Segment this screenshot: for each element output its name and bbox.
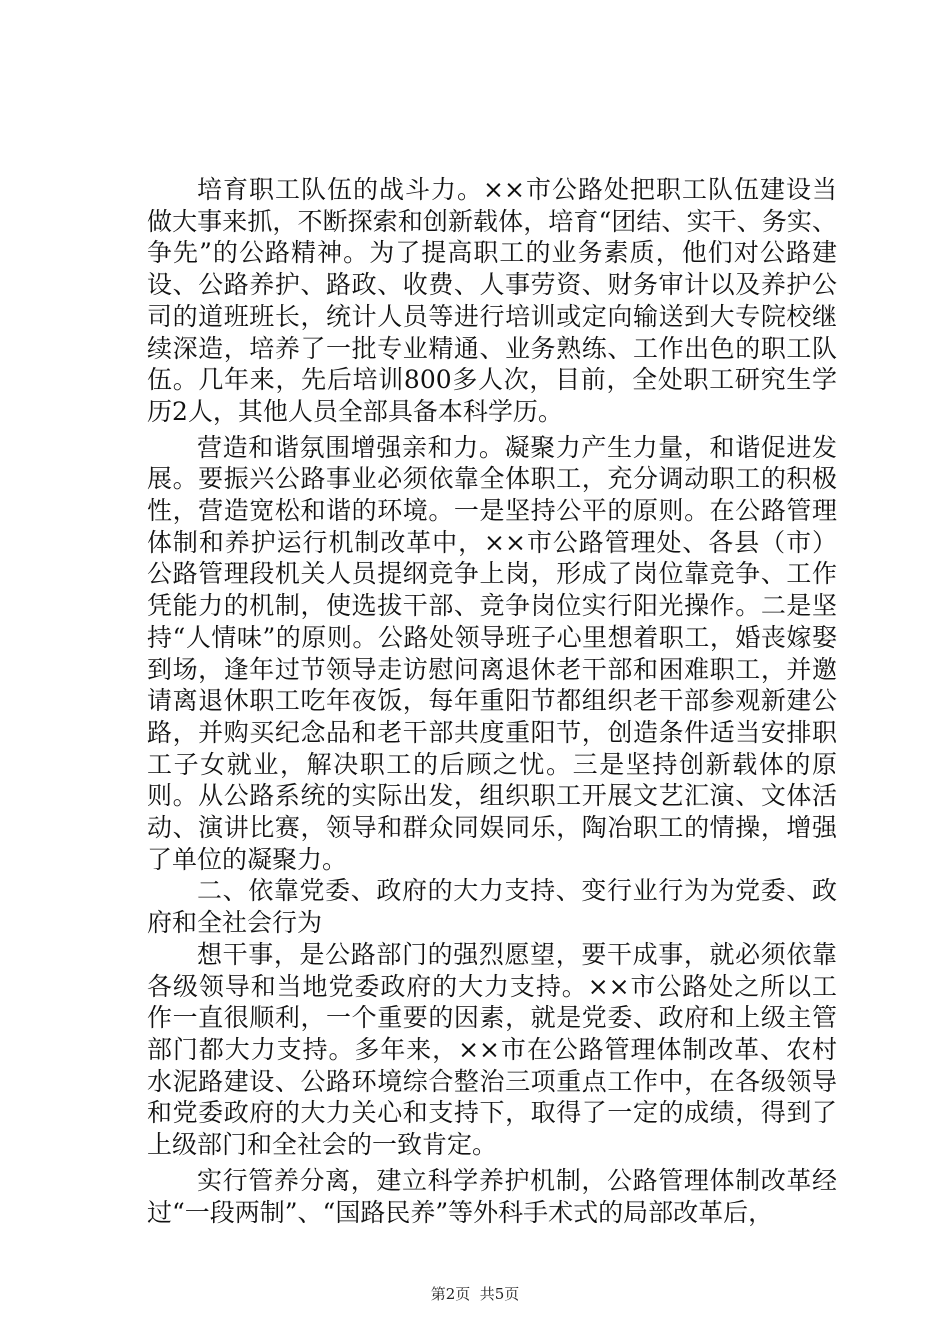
page-number-footer: 第2页 共5页 [430, 1285, 520, 1303]
paragraph-government-support: 想干事，是公路部门的强烈愿望，要干成事，就必须依靠各级领导和当地党委政府的大力支持。××市公路处之所以工作一直很顺利，一个重要的因素，就是党委、政府和上级主管部门都大力支持。多年来，××市在公路管理体制改革、农村水泥路建设、公路环境综合整治三项重点工作中，在各级领导和党委政府的大力关心和支持下，取得了一定的成绩，得到了上级部门和全社会的一致肯定。 [147, 939, 837, 1160]
paragraph-harmony: 营造和谐氛围增强亲和力。凝聚力产生力量，和谐促进发展。要振兴公路事业必须依靠全体职工，充分调动职工的积极性，营造宽松和谐的环境。一是坚持公平的原则。在公路管理体制和养护运行机制改革中，××市公路管理处、各县（市）公路管理段机关人员提纲竞争上岗，形成了岗位靠竞争、工作凭能力的机制，使选拔干部、竞争岗位实行阳光操作。二是坚持“人情味”的原则。公路处领导班子心里想着职工，婚丧嫁娶到场，逢年过节领导走访慰问离退休老干部和困难职工，并邀请离退休职工吃年夜饭，每年重阳节都组织老干部参观新建公路，并购买纪念品和老干部共度重阳节，创造条件适当安排职工子女就业，解决职工的后顾之忧。三是坚持创新载体的原则。从公路系统的实际出发，组织职工开展文艺汇演、文体活动、演讲比赛，领导和群众同娱同乐，陶冶职工的情操，增强了单位的凝聚力。 [147, 432, 837, 874]
paragraph-staff-training: 培育职工队伍的战斗力。××市公路处把职工队伍建设当做大事来抓，不断探索和创新载体，培育“团结、实干、务实、争先”的公路精神。为了提高职工的业务素质，他们对公路建设、公路养护、路政、收费、人事劳资、财务审计以及养护公司的道班班长，统计人员等进行培训或定向输送到大专院校继续深造，培养了一批专业精通、业务熟练、工作出色的职工队伍。几年来，先后培训800多人次，目前，全处职工研究生学历2人，其他人员全部具备本科学历。 [147, 175, 837, 426]
paragraph-maintenance-reform: 实行管养分离，建立科学养护机制，公路管理体制改革经过“一段两制”、“国路民养”等外科手术式的局部改革后， [147, 1165, 837, 1227]
document-body [147, 174, 837, 1228]
section-heading-party-support: 二、依靠党委、政府的大力支持、变行业行为为党委、政府和全社会行为 [147, 876, 837, 938]
